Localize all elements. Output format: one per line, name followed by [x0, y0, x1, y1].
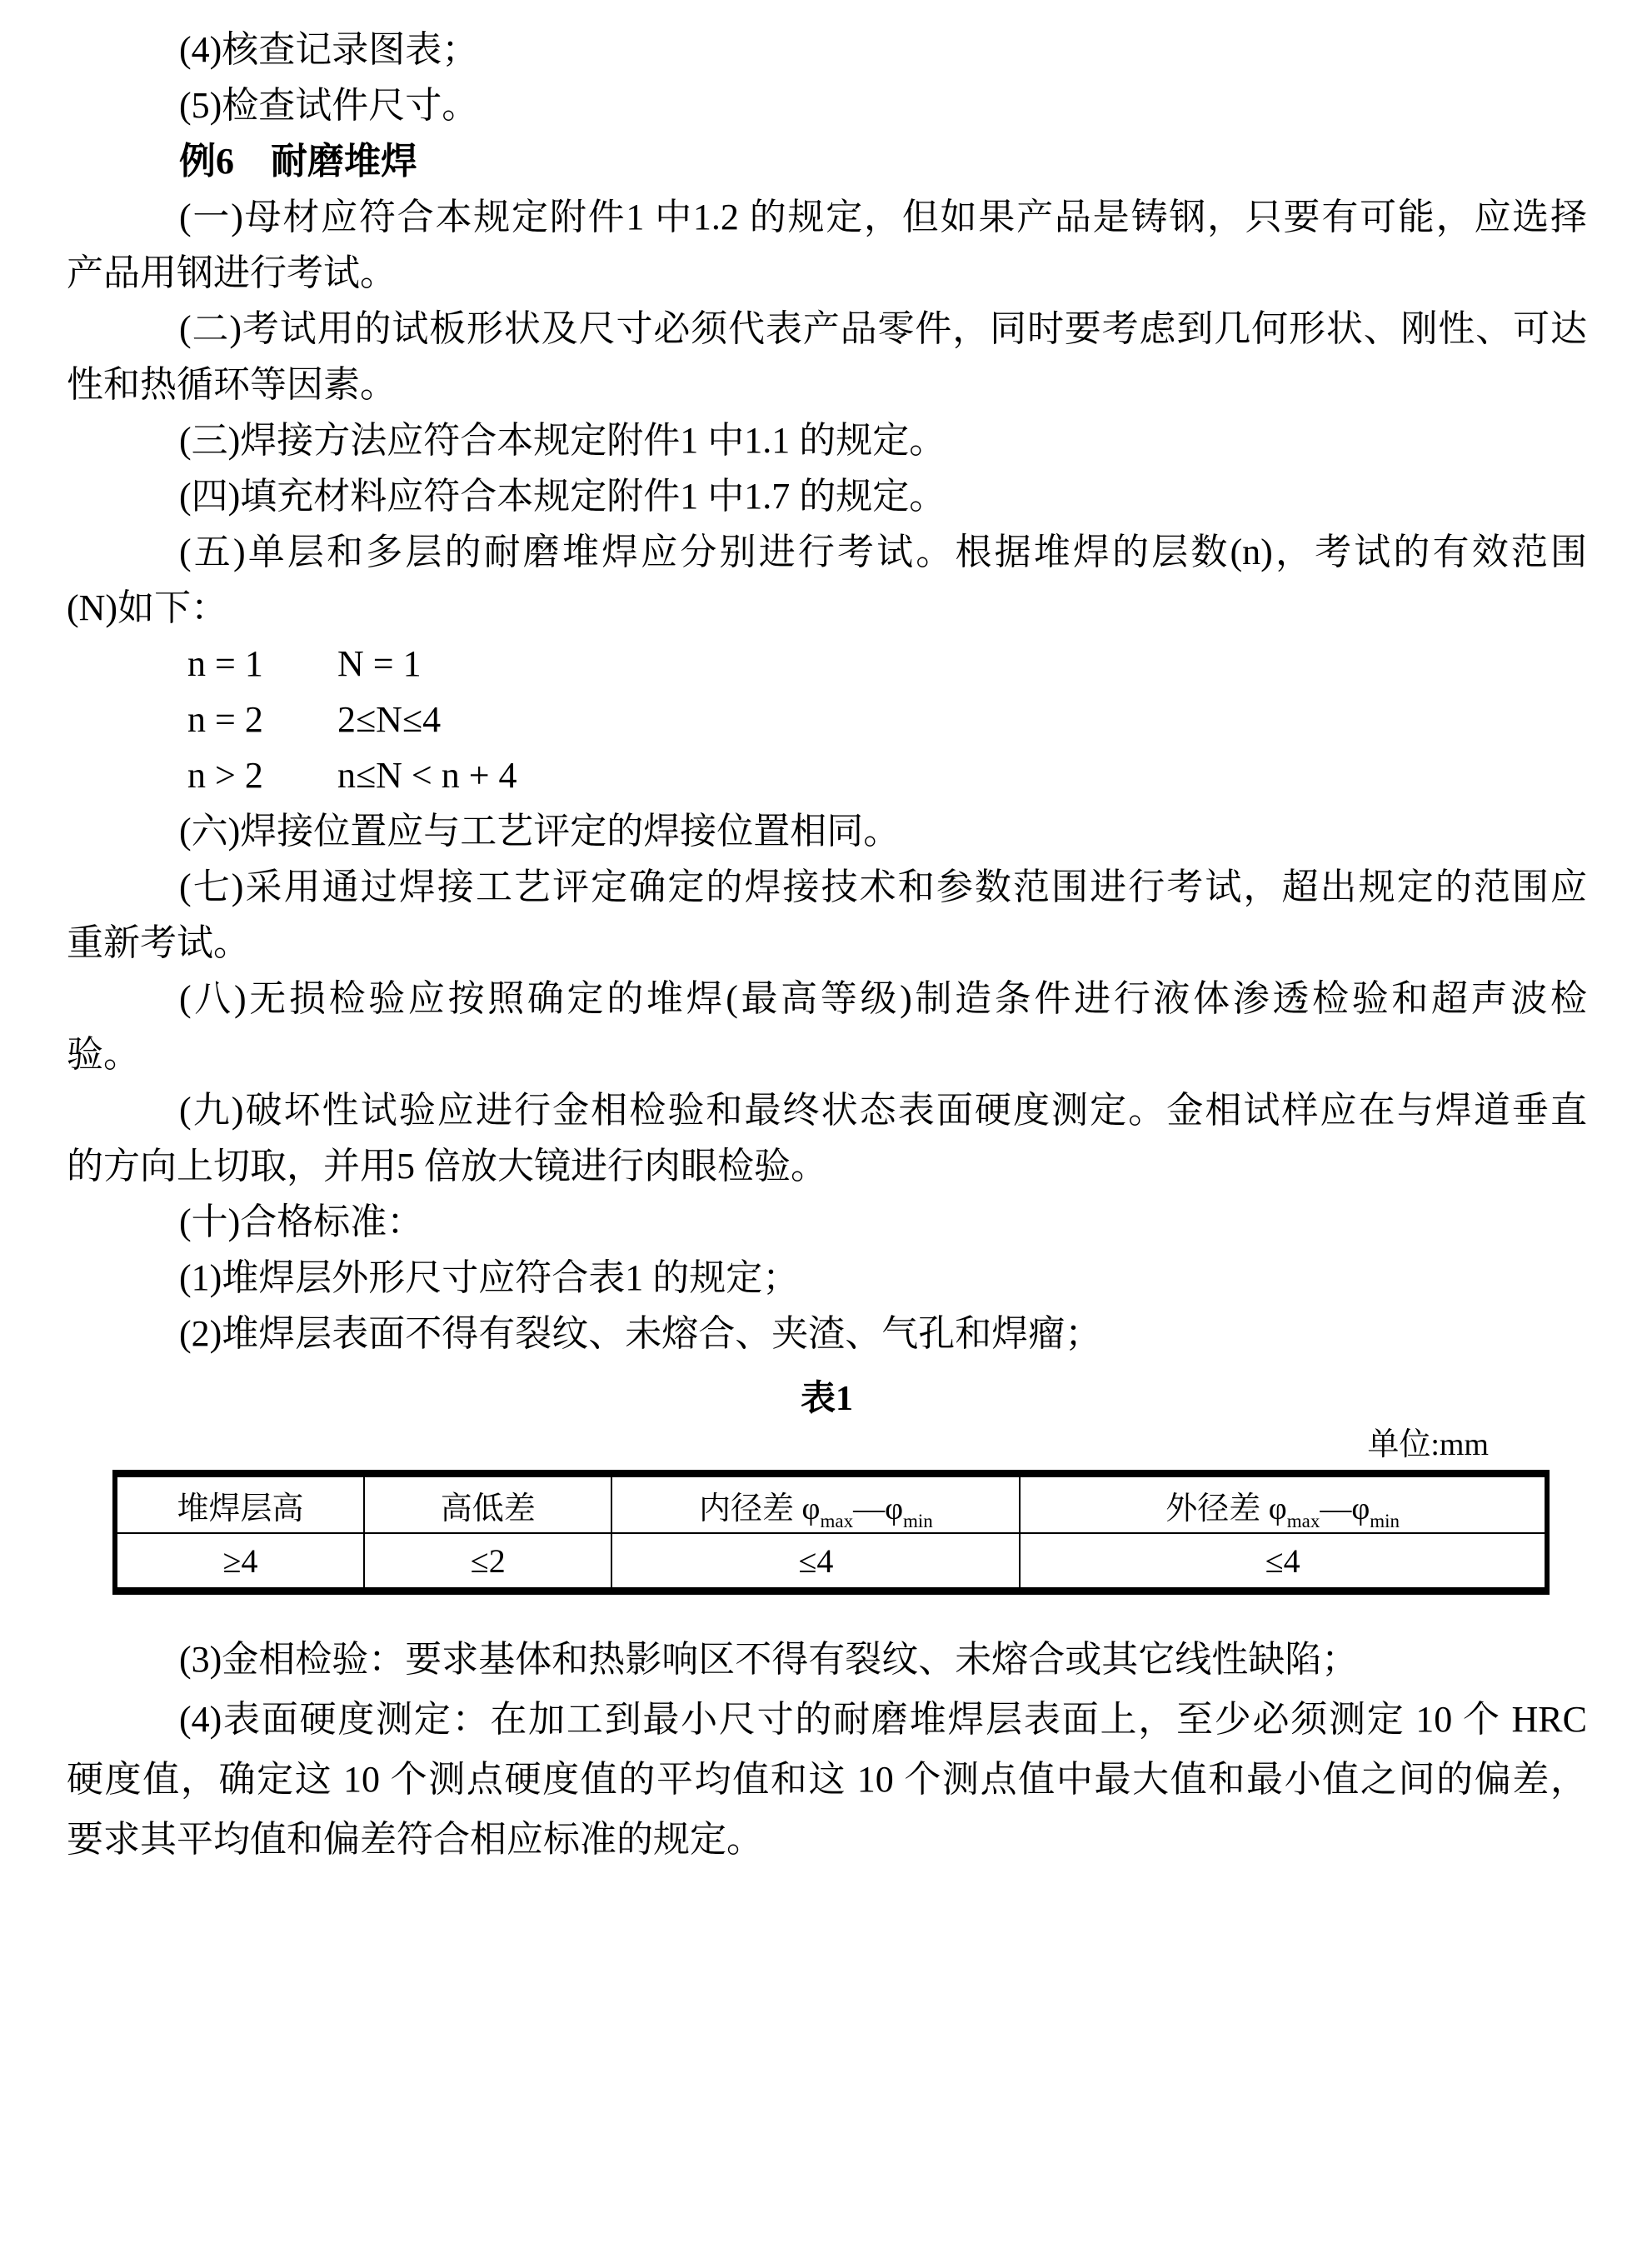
paragraph-9-line-1: (九)破坏性试验应进行金相检验和最终状态表面硬度测定。金相试样应在与焊道垂直 [179, 1090, 1587, 1131]
document-page [67, 0, 1587, 1870]
paragraph-10: (十)合格标准： [179, 1201, 424, 1242]
paragraph-7-line-2: 重新考试。 [67, 922, 250, 963]
criteria-item-4-line-2: 硬度值，确定这 10 个测点硬度值的平均值和这 10 个测点值中最大值和最小值之间的偏差， [67, 1759, 1587, 1800]
formula-line-2 [67, 692, 1587, 747]
header-text: 内径差 φ [699, 1491, 821, 1526]
formula-range: N = 1 [337, 643, 422, 684]
subscript-max: max [1286, 1510, 1320, 1531]
paragraph-6: (六)焊接位置应与工艺评定的焊接位置相同。 [179, 811, 901, 852]
paragraph-2-line-1: (二)考试用的试板形状及尺寸必须代表产品零件，同时要考虑到几何形状、刚性、可达 [179, 308, 1587, 349]
paragraph-2-line-2: 性和热循环等因素。 [67, 364, 397, 405]
formula-condition: n > 2 [187, 755, 263, 796]
list-item-4: (4)核查记录图表； [179, 29, 479, 70]
formula-range: n≤N < n + 4 [337, 755, 517, 796]
table-1-title: 表1 [800, 1380, 853, 1418]
formula-line-1 [67, 636, 1587, 692]
subscript-min: min [1370, 1510, 1400, 1531]
header-text: 堆焊层高 [177, 1491, 304, 1526]
table-header-row [115, 1474, 1547, 1534]
paragraph-4: (四)填充材料应符合本规定附件1 中1.7 的规定。 [179, 476, 946, 517]
criteria-item-4-line-3: 要求其平均值和偏差符合相应标准的规定。 [67, 1819, 763, 1860]
paragraph-1-line-1: (一)母材应符合本规定附件1 中1.2 的规定，但如果产品是铸钢，只要有可能，应选择 [179, 197, 1587, 237]
table-value-outer-diameter: ≤4 [1020, 1533, 1547, 1591]
subscript-min: min [903, 1510, 933, 1531]
header-text: 高低差 [440, 1491, 536, 1526]
paragraph-8-line-2: 验。 [67, 1034, 140, 1075]
formula-condition: n = 2 [187, 699, 263, 740]
paragraph-8-line-1: (八)无损检验应按照确定的堆焊(最高等级)制造条件进行液体渗透检验和超声波检 [179, 978, 1587, 1019]
table-1 [112, 1470, 1550, 1595]
header-text: 外径差 φ [1165, 1491, 1287, 1526]
subscript-max: max [820, 1510, 854, 1531]
header-text: —φ [1320, 1491, 1370, 1526]
list-item-5: (5)检查试件尺寸。 [179, 85, 479, 126]
section-heading-example-6: 例6 耐磨堆焊 [179, 141, 417, 182]
formula-range: 2≤N≤4 [337, 699, 442, 740]
table-header-height-difference [364, 1474, 611, 1534]
table-value-height-difference: ≤2 [364, 1533, 611, 1591]
table-unit-label: 单位:mm [1367, 1427, 1489, 1462]
criteria-item-1: (1)堆焊层外形尺寸应符合表1 的规定； [179, 1257, 800, 1298]
criteria-item-3: (3)金相检验：要求基体和热影响区不得有裂纹、未熔合或其它线性缺陷； [179, 1639, 1359, 1680]
table-data-row [115, 1533, 1547, 1591]
header-text: —φ [853, 1491, 904, 1526]
paragraph-5-line-2: (N)如下： [67, 587, 228, 628]
paragraph-7-line-1: (七)采用通过焊接工艺评定确定的焊接技术和参数范围进行考试，超出规定的范围应 [179, 867, 1587, 907]
paragraph-1-line-2: 产品用钢进行考试。 [67, 252, 397, 293]
formula-condition: n = 1 [187, 643, 263, 684]
formula-line-3 [67, 747, 1587, 803]
table-value-layer-height: ≥4 [115, 1533, 364, 1591]
table-header-inner-diameter-difference [611, 1474, 1020, 1534]
table-header-outer-diameter-difference [1020, 1474, 1547, 1534]
paragraph-9-line-2: 的方向上切取，并用5 倍放大镜进行肉眼检验。 [67, 1146, 827, 1186]
paragraph-5-line-1: (五)单层和多层的耐磨堆焊应分别进行考试。根据堆焊的层数(n)，考试的有效范围 [179, 532, 1587, 572]
criteria-item-2: (2)堆焊层表面不得有裂纹、未熔合、夹渣、气孔和焊瘤； [179, 1313, 1102, 1354]
paragraph-3: (三)焊接方法应符合本规定附件1 中1.1 的规定。 [179, 420, 946, 461]
table-header-layer-height [115, 1474, 364, 1534]
criteria-item-4-line-1: (4)表面硬度测定：在加工到最小尺寸的耐磨堆焊层表面上，至少必须测定 10 个 HRC [179, 1699, 1587, 1740]
table-value-inner-diameter: ≤4 [611, 1533, 1020, 1591]
